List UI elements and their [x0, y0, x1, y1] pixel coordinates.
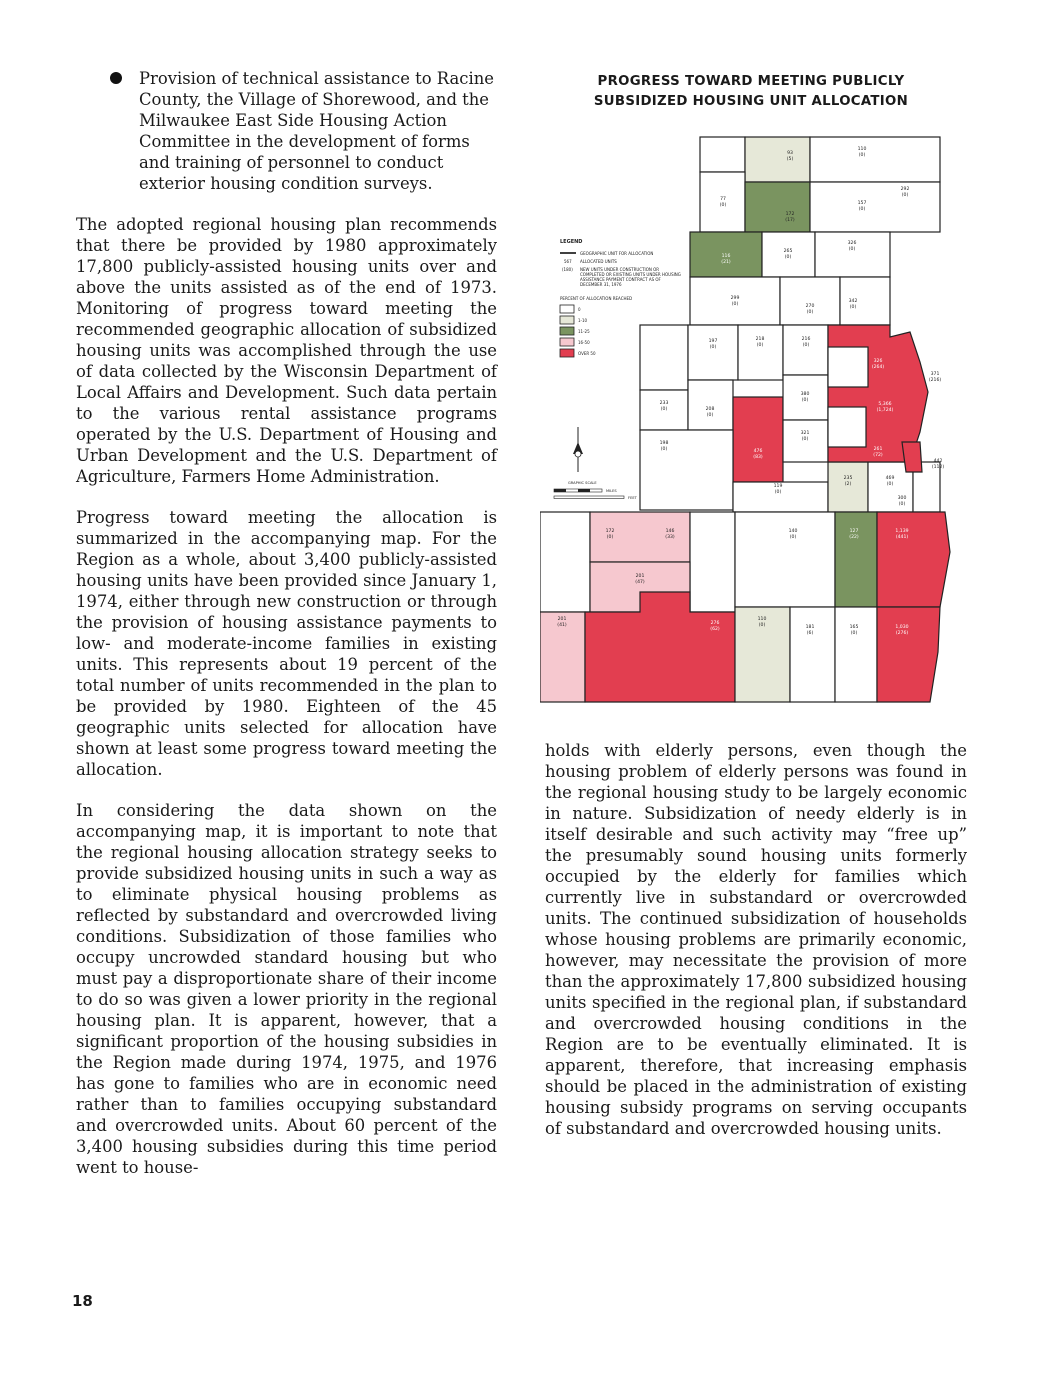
unit-label: 233 (0)	[659, 401, 669, 412]
unit-label: 181 (6)	[805, 625, 815, 636]
map-unit	[828, 347, 868, 387]
unit-label: 261 (72)	[873, 447, 883, 458]
map-unit	[738, 325, 783, 380]
map-unit	[540, 512, 590, 612]
map-unit	[688, 325, 738, 380]
map-unit	[835, 512, 877, 607]
unit-label: 1,139 (441)	[895, 529, 909, 540]
unit-label: 140 (0)	[788, 529, 798, 540]
map-unit	[840, 277, 890, 325]
paragraph-2: Progress toward meeting the allocation is summarized in the accompanying map. For the Region as a whole, about 3,400 publicly-assisted housing units have been provided since January 1, 1974, either through new construction or through the provision of housing assistance payments to low- and moderate-income families in existing units. This represents about 19 percent of the total number of units recommended in the plan to be provided by 1980. Eighteen of the 45 geographic units selected for allocation have shown at least some progress toward meeting the allocation.	[76, 508, 497, 779]
unit-label: 270 (0)	[805, 304, 815, 315]
unit-label: 292 (0)	[900, 187, 910, 198]
map-title	[545, 72, 957, 112]
unit-label: 321 (0)	[800, 431, 810, 442]
map-unit	[745, 182, 810, 232]
paragraph-1: The adopted regional housing plan recommends that there be provided by 1980 approximately 17,800 publicly-assisted housing units over and above the units assisted as of the end of 1973. Monitoring of progress toward meeting the recommended geographic allocation of subsidized housing units was accomplished through the use of data collected by the Wisconsin Department of Local Affairs and Development. Such data pertain to the various rental assistance programs operated by the U.S. Department of Housing and Urban Development and the U.S. Department of Agriculture, Farmers Home Administration.	[76, 215, 497, 486]
unit-label: 442 (112)	[931, 459, 945, 470]
unit-label: 476 (83)	[753, 449, 763, 460]
unit-label: 218 (0)	[755, 337, 765, 348]
bullet-text: Provision of technical assistance to Racine County, the Village of Shorewood, and the Milwaukee East Side Housing Action Committee in the development of forms and training of personnel to conduct exterior housing condition surveys.	[139, 69, 494, 193]
legend-new-sample: (180)	[562, 267, 573, 272]
right-column	[545, 740, 967, 1139]
map-unit	[877, 512, 950, 607]
map-unit	[835, 607, 877, 702]
legend-title: LEGEND	[560, 239, 583, 245]
scale-feet: FEET	[628, 496, 637, 500]
unit-label: 469 (0)	[885, 476, 895, 487]
legend-swatch-16-50	[560, 338, 574, 346]
map-unit	[877, 607, 940, 702]
legend-allocated-label: ALLOCATED UNITS	[580, 259, 617, 264]
unit-label: 93 (5)	[786, 151, 794, 162]
unit-label: 1,030 (276)	[895, 625, 909, 636]
map-unit	[688, 380, 733, 430]
legend-swatch-1-10	[560, 316, 574, 324]
map-unit	[733, 397, 783, 482]
bullet-dot-icon	[110, 72, 122, 84]
map-unit	[902, 442, 922, 472]
scale-miles: MILES	[606, 489, 617, 493]
map-figure	[540, 132, 960, 712]
unit-label: 276 (62)	[710, 621, 720, 632]
map-unit	[810, 137, 940, 182]
legend-class-label: 11-25	[578, 329, 590, 334]
paragraph-4: holds with elderly persons, even though the housing problem of elderly persons was found in the regional housing study to be largely economic in nature. Subsidization of needy elderly is in itself desirable and such activity may “free up” the presumably sound housing units formerly occupied by the elderly for families which currently live in substandard or overcrowded units. The continued subsidization of households whose housing problems are primarily economic, however, may necessitate the provision of more than the approximately 17,800 subsidized housing units specified in the regional plan, if substandard and overcrowded housing conditions in the Region are to be eventually eliminated. It is apparent, therefore, that increasing emphasis should be placed in the administration of existing housing subsidy programs on serving occupants of substandard and overcrowded housing units.	[545, 741, 967, 1138]
unit-label: 146 (33)	[665, 529, 675, 540]
map-unit	[810, 182, 940, 232]
left-column	[76, 68, 497, 1178]
legend-swatch-11-25	[560, 327, 574, 335]
unit-label: 216 (0)	[801, 337, 811, 348]
legend-new-label: NEW UNITS UNDER CONSTRUCTION OR COMPLETED OR EXISTING UNITS UNDER HOUSING ASSISTANCE PAYMENT CONTRACT AS OF DECEMBER 31, 1976	[580, 267, 681, 287]
map-unit	[690, 277, 780, 325]
map-unit	[815, 232, 890, 277]
unit-label: 208 (0)	[705, 407, 715, 418]
paragraph-3: In considering the data shown on the accompanying map, it is important to note that the regional housing allocation strategy seeks to provide subsidized housing units in such a way as to eliminate physical housing problems as reflected by substandard and overcrowded living conditions. Subsidization of those families who occupy uncrowded standard housing but who must pay a disproportionate share of their income to do so was given a lower priority in the regional housing plan. It is apparent, however, that a significant proportion of the housing subsidies in the Region made during 1974, 1975, and 1976 has gone to families who are in economic need rather than to families occupying substandard and overcrowded units. About 60 percent of the 3,400 housing subsidies during this time period went to house-	[76, 801, 497, 1177]
unit-label: 198 (0)	[659, 441, 669, 452]
unit-label: 326 (264)	[871, 359, 885, 370]
unit-label: 557 (180)	[851, 419, 865, 430]
legend-line-label: GEOGRAPHIC UNIT FOR ALLOCATION	[580, 251, 654, 256]
unit-label: 326 (0)	[847, 241, 857, 252]
unit-label: 299 (0)	[730, 296, 740, 307]
unit-label: 77 (0)	[719, 197, 727, 208]
map-svg	[540, 132, 960, 712]
map-unit	[780, 277, 840, 325]
unit-label: 165 (0)	[849, 625, 859, 636]
map-unit	[700, 137, 745, 172]
unit-label: 127 (22)	[849, 529, 859, 540]
graphic-scale	[554, 481, 638, 500]
unit-label: 300 (0)	[897, 496, 907, 507]
bullet-item	[76, 68, 497, 194]
legend-class-label: 0	[578, 307, 581, 312]
unit-label: 201 (47)	[635, 574, 645, 585]
north-arrow-icon	[573, 427, 583, 472]
unit-label: 172 (17)	[785, 212, 795, 223]
unit-label: 342 (0)	[848, 299, 858, 310]
legend-percent-title: PERCENT OF ALLOCATION REACHED	[560, 296, 633, 301]
legend-swatch-0	[560, 305, 574, 313]
unit-label: 265 (0)	[783, 249, 793, 260]
map-unit	[640, 430, 733, 510]
legend-class-label: 16-50	[578, 340, 590, 345]
map-unit	[783, 325, 828, 375]
legend-class-label: OVER 50	[578, 351, 596, 356]
unit-label: 197 (0)	[708, 339, 718, 350]
legend-class-label: 1-10	[578, 318, 588, 323]
map-unit	[828, 462, 868, 512]
map-title-line-1: PROGRESS TOWARD MEETING PUBLICLY	[597, 74, 905, 89]
unit-label: 110 (0)	[857, 147, 867, 158]
legend-allocated-sample: 567	[564, 259, 572, 264]
unit-label: 201 (41)	[557, 617, 567, 628]
map-unit	[590, 512, 690, 562]
map-unit	[700, 172, 745, 232]
unit-label: 380 (0)	[800, 392, 810, 403]
unit-label: 110 (0)	[757, 617, 767, 628]
map-unit	[640, 325, 688, 390]
unit-label: 235 (2)	[843, 476, 853, 487]
unit-label: 119 (0)	[773, 484, 783, 495]
unit-label: 5,366 (1,724)	[876, 402, 894, 413]
map-title-line-2: SUBSIDIZED HOUSING UNIT ALLOCATION	[593, 94, 909, 109]
map-unit	[745, 137, 810, 182]
map-unit	[790, 607, 835, 702]
unit-label: 116 (21)	[721, 254, 731, 265]
unit-label: 172 (0)	[605, 529, 615, 540]
map-unit	[735, 512, 835, 607]
page-number: 18	[72, 1292, 93, 1310]
legend-swatch-over-50	[560, 349, 574, 357]
map-unit	[690, 512, 735, 612]
unit-label: 371 (216)	[928, 372, 942, 383]
unit-label: 157 (0)	[857, 201, 867, 212]
scale-label: GRAPHIC SCALE	[568, 481, 597, 485]
